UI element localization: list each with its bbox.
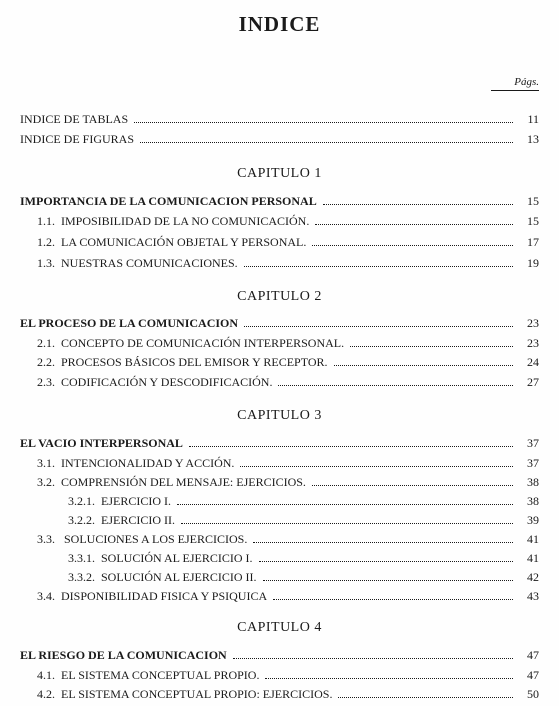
toc-entry-3-3-1[interactable] [0, 545, 559, 565]
toc-entry-2-2[interactable] [0, 349, 559, 369]
leader-dots [134, 121, 513, 123]
toc-entry-page: 37 [527, 436, 539, 450]
leader-dots [338, 696, 513, 698]
chapter-heading-2: CAPITULO 2 [237, 289, 322, 304]
toc-entry-1-3[interactable] [0, 250, 559, 270]
toc-entry-page: 50 [527, 687, 539, 701]
chapter-heading-3: CAPITULO 3 [237, 408, 322, 423]
toc-entry-2-1[interactable] [0, 330, 559, 350]
toc-chapter-title-3[interactable] [0, 430, 559, 450]
toc-entry-3-2[interactable] [0, 469, 559, 489]
toc-entry-label: EL PROCESO DE LA COMUNICACION [20, 316, 239, 330]
toc-entry-page: 27 [527, 375, 539, 389]
leader-dots [273, 598, 513, 600]
toc-entry-page: 47 [527, 668, 539, 682]
toc-entry-page: 23 [527, 316, 539, 330]
toc-entry-label: 2.2. PROCESOS BÁSICOS DEL EMISOR Y RECEPTOR. [37, 355, 328, 369]
toc-entry-page: 43 [527, 589, 539, 603]
toc-entry-page: 38 [527, 475, 539, 489]
toc-entry-page: 19 [527, 256, 539, 270]
leader-dots [253, 541, 513, 543]
toc-chapter-title-1[interactable] [0, 188, 559, 208]
toc-entry-label: 1.1. IMPOSIBILIDAD DE LA NO COMUNICACIÓN. [37, 214, 310, 228]
leader-dots [278, 384, 513, 386]
toc-entry-page: 39 [527, 513, 539, 527]
toc-entry-3-1[interactable] [0, 450, 559, 470]
toc-entry-label: 3.2. COMPRENSIÓN DEL MENSAJE: EJERCICIOS. [37, 475, 306, 489]
toc-entry-label: 1.3. NUESTRAS COMUNICACIONES. [37, 256, 238, 270]
toc-entry-2-3[interactable] [0, 369, 559, 389]
toc-entry-label: 3.3. SOLUCIONES A LOS EJERCICIOS. [37, 532, 248, 546]
leader-dots [189, 445, 513, 447]
toc-entry-4-2[interactable] [0, 681, 559, 701]
toc-entry-page: 24 [527, 355, 539, 369]
toc-entry-label: 3.2.2. EJERCICIO II. [68, 513, 175, 527]
leader-dots [263, 579, 513, 581]
toc-entry-label: IMPORTANCIA DE LA COMUNICACION PERSONAL [20, 194, 317, 208]
toc-entry-label: 3.2.1. EJERCICIO I. [68, 494, 171, 508]
leader-dots [177, 503, 513, 505]
toc-entry-label: 2.1. CONCEPTO DE COMUNICACIÓN INTERPERSONAL. [37, 336, 345, 350]
toc-entry-3-2-1[interactable] [0, 488, 559, 508]
leader-dots [233, 657, 513, 659]
toc-entry-label: INDICE DE FIGURAS [20, 132, 134, 146]
leader-dots [312, 484, 513, 486]
page-title: INDICE [238, 12, 321, 36]
toc-entry-3-4[interactable] [0, 583, 559, 603]
toc-chapter-title-4[interactable] [0, 642, 559, 662]
toc-entry-page: 42 [527, 570, 539, 584]
leader-dots [244, 265, 513, 267]
leader-dots [181, 522, 513, 524]
toc-entry-label: 3.4. DISPONIBILIDAD FISICA Y PSIQUICA [37, 589, 268, 603]
toc-entry-page: 41 [527, 532, 539, 546]
toc-entry-3-3-2[interactable] [0, 564, 559, 584]
toc-entry-indice-figuras[interactable] [0, 126, 559, 146]
toc-entry-1-2[interactable] [0, 229, 559, 249]
toc-entry-label: 2.3. CODIFICACIÓN Y DESCODIFICACIÓN. [37, 375, 273, 389]
toc-entry-page: 41 [527, 551, 539, 565]
leader-dots [350, 345, 513, 347]
chapter-heading-4: CAPITULO 4 [237, 620, 322, 635]
pages-column-label: Págs. [491, 76, 539, 91]
toc-entry-page: 47 [527, 648, 539, 662]
toc-entry-page: 38 [527, 494, 539, 508]
leader-dots [259, 560, 513, 562]
toc-entry-label: EL VACIO INTERPERSONAL [20, 436, 183, 450]
leader-dots [140, 141, 513, 143]
leader-dots [312, 244, 513, 246]
toc-entry-4-1[interactable] [0, 662, 559, 682]
toc-entry-page: 15 [527, 194, 539, 208]
leader-dots [244, 325, 513, 327]
leader-dots [334, 364, 514, 366]
toc-entry-page: 13 [527, 132, 539, 146]
toc-entry-label: 3.3.1. SOLUCIÓN AL EJERCICIO I. [68, 551, 253, 565]
toc-entry-label: 4.2. EL SISTEMA CONCEPTUAL PROPIO: EJERCICIOS. [37, 687, 333, 701]
toc-entry-label: INDICE DE TABLAS [20, 112, 129, 126]
toc-entry-label: EL RIESGO DE LA COMUNICACION [20, 648, 227, 662]
toc-entry-3-2-2[interactable] [0, 507, 559, 527]
toc-entry-3-3[interactable] [0, 526, 559, 546]
toc-entry-label: 1.2. LA COMUNICACIÓN OBJETAL Y PERSONAL. [37, 235, 307, 249]
leader-dots [240, 465, 513, 467]
chapter-heading-1: CAPITULO 1 [237, 166, 322, 181]
toc-entry-page: 17 [527, 235, 539, 249]
toc-chapter-title-2[interactable] [0, 310, 559, 330]
leader-dots [323, 203, 513, 205]
leader-dots [315, 223, 513, 225]
toc-entry-page: 15 [527, 214, 539, 228]
toc-entry-label: 4.1. EL SISTEMA CONCEPTUAL PROPIO. [37, 668, 260, 682]
leader-dots [265, 677, 513, 679]
toc-entry-label: 3.3.2. SOLUCIÓN AL EJERCICIO II. [68, 570, 257, 584]
toc-entry-page: 37 [527, 456, 539, 470]
toc-entry-indice-tablas[interactable] [0, 106, 559, 126]
toc-entry-label: 3.1. INTENCIONALIDAD Y ACCIÓN. [37, 456, 235, 470]
toc-entry-page: 11 [527, 112, 539, 126]
toc-entry-1-1[interactable] [0, 208, 559, 228]
toc-entry-page: 23 [527, 336, 539, 350]
